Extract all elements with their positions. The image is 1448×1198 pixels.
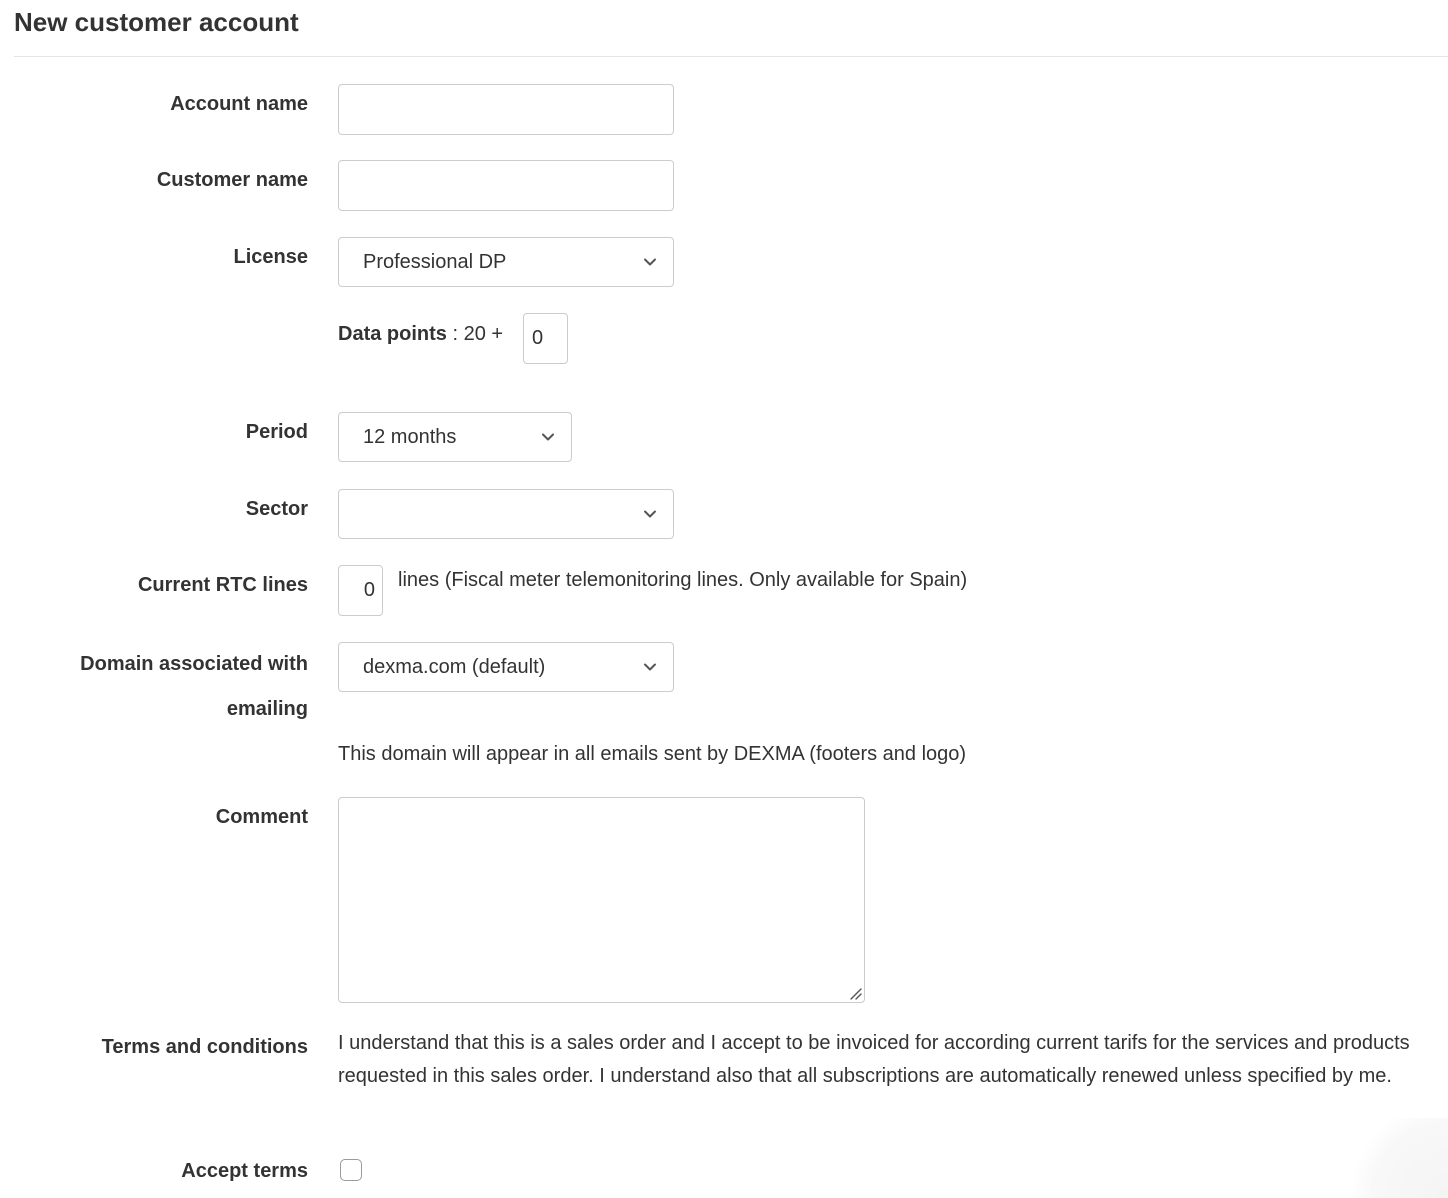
accept-terms-checkbox[interactable]	[340, 1159, 362, 1181]
chevron-down-icon	[643, 660, 657, 674]
domain-label-line2: emailing	[226, 698, 308, 720]
data-points-separator: :	[446, 323, 464, 345]
rtc-lines-value: 0	[363, 579, 375, 601]
account-name-input[interactable]	[338, 84, 674, 135]
license-select[interactable]	[338, 237, 674, 287]
domain-label-line1: Domain associated with	[80, 653, 308, 675]
comment-label: Comment	[215, 806, 308, 828]
page-title: New customer account	[14, 7, 299, 37]
chevron-down-icon	[643, 255, 657, 269]
period-label: Period	[245, 421, 308, 443]
title-divider	[14, 56, 1448, 57]
domain-label	[80, 642, 308, 732]
chevron-down-icon	[643, 507, 657, 521]
license-selected-value: Professional DP	[363, 250, 507, 273]
rtc-lines-input[interactable]	[338, 565, 383, 616]
period-select[interactable]	[338, 412, 572, 462]
accept-terms-label: Accept terms	[181, 1160, 308, 1182]
domain-select[interactable]	[338, 642, 674, 692]
data-points-row	[338, 323, 503, 346]
data-points-extra-input[interactable]	[523, 313, 568, 364]
data-points-plus: +	[485, 323, 504, 345]
sector-label: Sector	[245, 498, 308, 520]
data-points-label: Data points	[338, 323, 447, 345]
chevron-down-icon	[541, 430, 555, 444]
customer-name-label: Customer name	[156, 169, 308, 191]
corner-shade	[1338, 1118, 1448, 1198]
data-points-base: 20	[463, 323, 486, 345]
period-selected-value: 12 months	[363, 425, 457, 448]
resize-grip-icon[interactable]	[848, 986, 862, 1000]
data-points-extra-value: 0	[532, 327, 544, 349]
domain-help-text: This domain will appear in all emails sent by DEXMA (footers and logo)	[338, 743, 967, 765]
rtc-lines-label: Current RTC lines	[137, 574, 308, 596]
terms-label: Terms and conditions	[101, 1036, 308, 1058]
comment-textarea[interactable]	[338, 797, 865, 1003]
domain-selected-value: dexma.com (default)	[363, 655, 546, 678]
sector-select[interactable]	[338, 489, 674, 539]
customer-name-input[interactable]	[338, 160, 674, 211]
account-name-label: Account name	[170, 93, 308, 115]
rtc-lines-help: lines (Fiscal meter telemonitoring lines. Only available for Spain)	[398, 569, 968, 591]
license-label: License	[233, 246, 308, 268]
terms-text: I understand that this is a sales order and I accept to be invoiced for according current tarifs for the services and products requested in this sales order. I understand also that all subscriptions are automatically renewed unless specified by me.	[338, 1032, 1410, 1087]
